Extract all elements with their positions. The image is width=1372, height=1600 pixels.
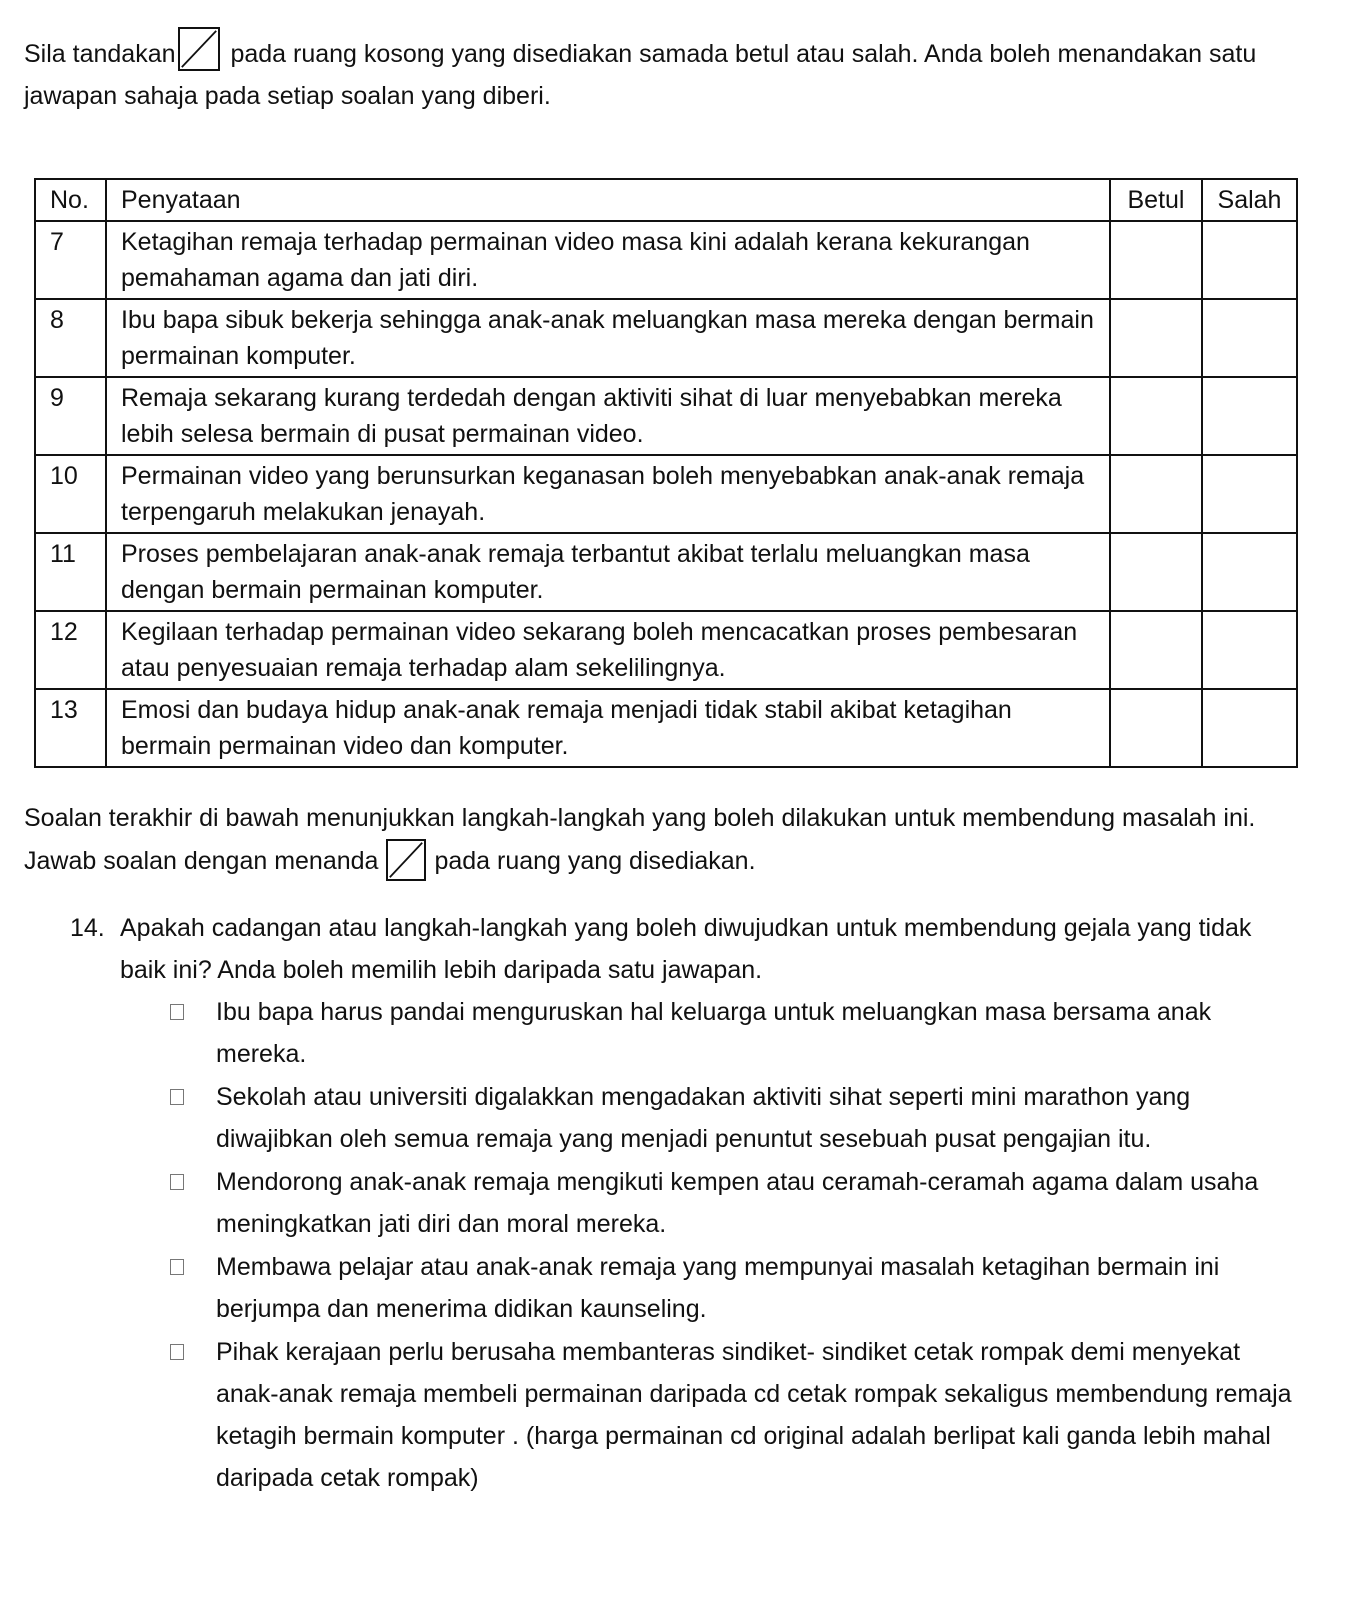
table-row bbox=[35, 221, 1297, 299]
row-number: 12 bbox=[35, 611, 106, 689]
final-section-text-start: Soalan terakhir di bawah menunjukkan langkah-langkah yang boleh dilakukan untuk membendung masalah ini. Jawab soalan dengan menanda bbox=[24, 804, 1256, 875]
question-14 bbox=[70, 907, 1300, 991]
table-row bbox=[35, 689, 1297, 767]
option-text: Ibu bapa harus pandai menguruskan hal keluarga untuk meluangkan masa bersama anak mereka. bbox=[216, 998, 1212, 1068]
row-number: 11 bbox=[35, 533, 106, 611]
false-answer-cell[interactable] bbox=[1202, 377, 1297, 455]
option-checkbox[interactable] bbox=[170, 1259, 184, 1275]
question-number: 14. bbox=[70, 914, 105, 942]
tick-box-icon bbox=[178, 27, 220, 71]
instruction-paragraph bbox=[24, 27, 1324, 117]
row-number: 7 bbox=[35, 221, 106, 299]
row-statement: Permainan video yang berunsurkan keganasan boleh menyebabkan anak-anak remaja terpengaruh melakukan jenayah. bbox=[106, 455, 1110, 533]
false-answer-cell[interactable] bbox=[1202, 221, 1297, 299]
row-number: 9 bbox=[35, 377, 106, 455]
row-statement: Kegilaan terhadap permainan video sekarang boleh mencacatkan proses pembesaran atau penyesuaian remaja terhadap alam sekelilingnya. bbox=[106, 611, 1110, 689]
option-checkbox[interactable] bbox=[170, 1174, 184, 1190]
true-answer-cell[interactable] bbox=[1110, 299, 1202, 377]
final-section-paragraph bbox=[24, 797, 1324, 882]
table-row bbox=[35, 299, 1297, 377]
header-true: Betul bbox=[1110, 179, 1202, 221]
row-statement: Proses pembelajaran anak-anak remaja terbantut akibat terlalu meluangkan masa dengan bermain permainan komputer. bbox=[106, 533, 1110, 611]
table-row bbox=[35, 455, 1297, 533]
header-statement: Penyataan bbox=[106, 179, 1110, 221]
option-item bbox=[168, 1076, 1308, 1160]
true-answer-cell[interactable] bbox=[1110, 689, 1202, 767]
table-row bbox=[35, 611, 1297, 689]
instruction-text-end: pada ruang kosong yang disediakan samada betul atau salah. Anda boleh menandakan satu jawapan sahaja pada setiap soalan yang diberi. bbox=[24, 40, 1257, 110]
row-statement: Ketagihan remaja terhadap permainan video masa kini adalah kerana kekurangan pemahaman agama dan jati diri. bbox=[106, 221, 1110, 299]
option-checkbox[interactable] bbox=[170, 1089, 184, 1105]
statement-table bbox=[34, 178, 1298, 768]
row-statement: Emosi dan budaya hidup anak-anak remaja menjadi tidak stabil akibat ketagihan bermain permainan video dan komputer. bbox=[106, 689, 1110, 767]
header-false: Salah bbox=[1202, 179, 1297, 221]
option-text: Sekolah atau universiti digalakkan mengadakan aktiviti sihat seperti mini marathon yang diwajibkan oleh semua remaja yang menjadi penuntut sesebuah pusat pengajian itu. bbox=[216, 1083, 1191, 1153]
tick-box-icon bbox=[386, 839, 426, 881]
table-row bbox=[35, 377, 1297, 455]
row-number: 10 bbox=[35, 455, 106, 533]
false-answer-cell[interactable] bbox=[1202, 689, 1297, 767]
true-answer-cell[interactable] bbox=[1110, 611, 1202, 689]
false-answer-cell[interactable] bbox=[1202, 455, 1297, 533]
table-row bbox=[35, 533, 1297, 611]
option-item bbox=[168, 1246, 1308, 1330]
false-answer-cell[interactable] bbox=[1202, 611, 1297, 689]
option-item bbox=[168, 1331, 1308, 1499]
table-header-row bbox=[35, 179, 1297, 221]
row-statement: Remaja sekarang kurang terdedah dengan aktiviti sihat di luar menyebabkan mereka lebih selesa bermain di pusat permainan video. bbox=[106, 377, 1110, 455]
option-text: Pihak kerajaan perlu berusaha membanteras sindiket- sindiket cetak rompak demi menyekat anak-anak remaja membeli permainan daripada cd cetak rompak sekaligus membendung remaja ketagih bermain komputer . (harga permainan cd original adalah berlipat kali ganda lebih mahal daripada cetak rompak) bbox=[216, 1338, 1292, 1492]
option-text: Membawa pelajar atau anak-anak remaja yang mempunyai masalah ketagihan bermain ini berjumpa dan menerima didikan kaunseling. bbox=[216, 1253, 1220, 1323]
true-answer-cell[interactable] bbox=[1110, 455, 1202, 533]
row-statement: Ibu bapa sibuk bekerja sehingga anak-anak meluangkan masa mereka dengan bermain permainan komputer. bbox=[106, 299, 1110, 377]
option-item bbox=[168, 1161, 1308, 1245]
instruction-text-start: Sila tandakan bbox=[24, 40, 176, 68]
answer-options bbox=[168, 991, 1308, 1500]
true-answer-cell[interactable] bbox=[1110, 377, 1202, 455]
option-checkbox[interactable] bbox=[170, 1004, 184, 1020]
true-answer-cell[interactable] bbox=[1110, 221, 1202, 299]
header-no: No. bbox=[35, 179, 106, 221]
false-answer-cell[interactable] bbox=[1202, 299, 1297, 377]
row-number: 8 bbox=[35, 299, 106, 377]
option-checkbox[interactable] bbox=[170, 1344, 184, 1360]
option-text: Mendorong anak-anak remaja mengikuti kempen atau ceramah-ceramah agama dalam usaha meningkatkan jati diri dan moral mereka. bbox=[216, 1168, 1259, 1238]
true-answer-cell[interactable] bbox=[1110, 533, 1202, 611]
row-number: 13 bbox=[35, 689, 106, 767]
final-section-text-end: pada ruang yang disediakan. bbox=[434, 847, 756, 875]
option-item bbox=[168, 991, 1308, 1075]
question-text: Apakah cadangan atau langkah-langkah yang boleh diwujudkan untuk membendung gejala yang tidak baik ini? Anda boleh memilih lebih daripada satu jawapan. bbox=[120, 914, 1252, 984]
false-answer-cell[interactable] bbox=[1202, 533, 1297, 611]
